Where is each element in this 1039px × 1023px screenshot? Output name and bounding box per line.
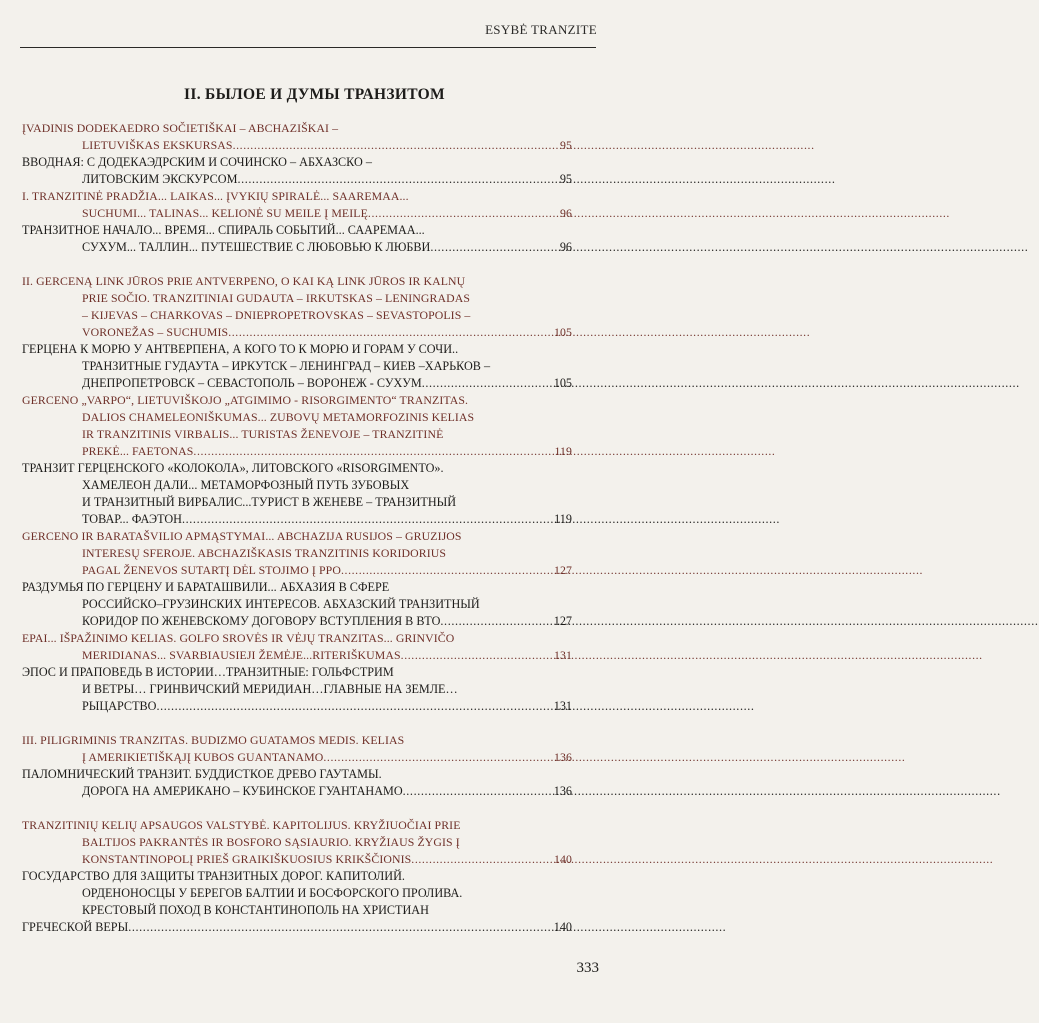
section-title: II. БЫЛОЕ И ДУМЫ ТРАНЗИТОМ — [184, 86, 445, 103]
toc-entry — [22, 154, 572, 188]
toc-entry-line: КОРИДОР ПО ЖЕНЕВСКОМУ ДОГОВОРУ ВСТУПЛЕНИЯ В ВТО — [82, 614, 441, 628]
toc-entry-line: MERIDIANAS... SVARBIAUSIEJI ŽEMĖJE...RITERIŠKUMAS — [82, 648, 401, 662]
toc-entry-line: РЫЦАРСТВО — [82, 699, 157, 713]
dot-leader — [401, 647, 552, 664]
toc-page-number: 140 — [553, 920, 572, 934]
toc-entry — [22, 460, 572, 528]
dot-leader — [128, 919, 552, 936]
toc-entry-line: ГОСУДАРСТВО ДЛЯ ЗАЩИТЫ ТРАНЗИТНЫХ ДОРОГ. КАПИТОЛИЙ. — [22, 869, 405, 883]
toc-entry-line: ДНЕПРОПЕТРОВСК – СЕВАСТОПОЛЬ – ВОРОНЕЖ - СУХУМ — [82, 376, 422, 390]
toc-page-number: 131 — [553, 699, 572, 713]
toc-entry-line: – KIJEVAS – CHARKOVAS – DNIEPROPETROVSKAS – SEVASTOPOLIS – — [82, 308, 471, 322]
toc-entry-line: ЭПОС И ПРАПОВЕДЬ В ИСТОРИИ…ТРАНЗИТНЫЕ: ГОЛЬФСТРИМ — [22, 665, 394, 679]
toc-entry — [22, 766, 572, 800]
toc-entry — [22, 579, 572, 630]
toc-entry-line: SUCHUMI... TALINAS... KELIONĖ SU MEILE Į MEILĘ — [82, 206, 368, 220]
running-head: ESYBĖ TRANZITE — [485, 22, 597, 37]
toc-entry-line: DALIOS CHAMELEONIŠKUMAS... ZUBOVŲ METAMORFOZINIS KELIAS — [82, 410, 475, 424]
dot-leader — [182, 511, 552, 528]
toc-entry-line: ГЕРЦЕНА К МОРЮ У АНТВЕРПЕНА, А КОГО ТО К МОРЮ И ГОРАМ У СОЧИ.. — [22, 342, 459, 356]
dot-leader — [228, 324, 552, 341]
toc-entry-line: EPAI... IŠPAŽINIMO KELIAS. GOLFO SROVĖS IR VĖJŲ TRANZITAS... GRINVIČO — [22, 631, 455, 645]
toc-entry-line: PREKĖ... FAETONAS — [82, 444, 194, 458]
toc-entry-line: PRIE SOČIO. TRANZITINIAI GUDAUTA – IRKUTSKAS – LENINGRADAS — [82, 291, 471, 305]
toc-page-number: 119 — [554, 444, 572, 458]
dot-leader — [440, 613, 551, 630]
dot-leader — [156, 698, 551, 715]
toc-page-number: 136 — [554, 750, 572, 764]
toc-entry — [22, 528, 572, 579]
page-number: 333 — [576, 960, 599, 976]
toc-entry-line: II. GERCENĄ LINK JŪROS PRIE ANTVERPENO, O KAI KĄ LINK JŪROS IR KALNŲ — [22, 274, 466, 288]
toc-entry-line: I. TRANZITINĖ PRADŽIA... LAIKAS... ĮVYKIŲ SPIRALĖ... SAAREMAA... — [22, 189, 409, 203]
toc-page-number: 95 — [559, 172, 572, 186]
toc-entry — [22, 817, 572, 868]
toc-entry — [22, 188, 572, 222]
toc-entry-line: ГРЕЧЕСКОЙ ВЕРЫ — [22, 920, 129, 934]
dot-leader — [403, 783, 552, 800]
dot-leader — [323, 749, 552, 766]
toc-entry-line: ПАЛОМНИЧЕСКИЙ ТРАНЗИТ. БУДДИСТКОЕ ДРЕВО ГАУТАМЫ. — [22, 767, 382, 781]
dot-leader — [237, 171, 557, 188]
toc-entry — [22, 120, 572, 154]
toc-entry — [22, 630, 572, 664]
toc-entry-line: РОССИЙСКО–ГРУЗИНСКИХ ИНТЕРЕСОВ. АБХАЗСКИЙ ТРАНЗИТНЫЙ — [82, 597, 480, 611]
toc-entry-line: GERCENO IR BARATAŠVILIO APMĄSTYMAI... ABCHAZIJA RUSIJOS – GRUZIJOS — [22, 529, 462, 543]
toc-entry-line: IR TRANZITINIS VIRBALIS... TURISTAS ŽENEVOJE – TRANZITINĖ — [82, 427, 444, 441]
toc-entry-line: III. PILIGRIMINIS TRANZITAS. BUDIZMO GUATAMOS MEDIS. KELIAS — [22, 733, 405, 747]
toc-entry-line: ĮVADINIS DODEKAEDRO SOČIETIŠKAI – ABCHAZIŠKAI – — [22, 121, 339, 135]
toc-page-number: 96 — [559, 240, 572, 254]
toc-page-number: 127 — [554, 563, 572, 577]
toc-entry-line: ДОРОГА НА АМЕРИКАНО – КУБИНСКОЕ ГУАНТАНАМО — [82, 784, 403, 798]
dot-leader — [341, 562, 552, 579]
dot-leader — [430, 239, 557, 256]
toc-entry — [22, 664, 572, 715]
table-of-contents — [22, 120, 572, 936]
toc-page-number: 105 — [553, 376, 572, 390]
toc-entry-line: KONSTANTINOPOLĮ PRIEŠ GRAIKIŠKUOSIUS KRIKŠČIONIS — [82, 852, 412, 866]
toc-entry-line: ЛИТОВСКИМ ЭКСКУРСОМ — [82, 172, 238, 186]
toc-page-number: 95 — [560, 138, 572, 152]
toc-entry-line: BALTIJOS PAKRANTĖS IR BOSFORO SĄSIAURIO. KRYŽIAUS ŽYGIS Į — [82, 835, 460, 849]
toc-page-number: 140 — [554, 852, 572, 866]
toc-page-number: 127 — [553, 614, 572, 628]
toc-entry-line: СУХУМ... ТАЛЛИН... ПУТЕШЕСТВИЕ С ЛЮБОВЬЮ К ЛЮБВИ — [82, 240, 431, 254]
header-rule — [20, 47, 596, 48]
toc-entry-line: PAGAL ŽENEVOS SUTARTĮ DĖL STOJIMO Į PPO — [82, 563, 341, 577]
toc-entry-line: ТОВАР... ФАЭТОН — [82, 512, 182, 526]
toc-entry-line: И ТРАНЗИТНЫЙ ВИРБАЛИС...ТУРИСТ В ЖЕНЕВЕ – ТРАНЗИТНЫЙ — [82, 495, 457, 509]
dot-leader — [411, 851, 552, 868]
toc-entry-line: Į AMERIKIETIŠKĄJĮ KUBOS GUANTANAMO — [82, 750, 324, 764]
toc-entry-line: GERCENO „VARPO“, LIETUVIŠKOJO „ATGIMIMO - RISORGIMENTO“ TRANZITAS. — [22, 393, 469, 407]
toc-entry-line: VORONEŽAS – SUCHUMIS — [82, 325, 229, 339]
toc-entry-line: LIETUVIŠKAS EKSKURSAS — [82, 138, 233, 152]
toc-entry-line: ТРАНЗИТНОЕ НАЧАЛО... ВРЕМЯ... СПИРАЛЬ СОБЫТИЙ... СААРЕМАА... — [22, 223, 425, 237]
toc-entry-line: ХАМЕЛЕОН ДАЛИ... МЕТАМОРФОЗНЫЙ ПУТЬ ЗУБОВЫХ — [82, 478, 410, 492]
toc-entry-line: ТРАНЗИТ ГЕРЦЕНСКОГО «КОЛОКОЛА», ЛИТОВСКОГО «RISORGIMENTO». — [22, 461, 444, 475]
toc-entry-line: TRANZITINIŲ KELIŲ APSAUGOS VALSTYBĖ. KAPITOLIJUS. KRYŽIUOČIAI PRIE — [22, 818, 461, 832]
toc-entry-line: ОРДЕНОНОСЦЫ У БЕРЕГОВ БАЛТИИ И БОСФОРСКОГО ПРОЛИВА. — [82, 886, 463, 900]
toc-page-number: 96 — [560, 206, 572, 220]
toc-entry-line: И ВЕТРЫ… ГРИНВИЧСКИЙ МЕРИДИАН…ГЛАВНЫЕ НА ЗЕМЛЕ… — [82, 682, 458, 696]
toc-entry-line: ВВОДНАЯ: С ДОДЕКАЭДРСКИМ И СОЧИНСКО – АБХАЗСКО – — [22, 155, 372, 169]
dot-leader — [233, 137, 558, 154]
toc-entry — [22, 341, 572, 392]
dot-leader — [422, 375, 552, 392]
toc-entry-line: РАЗДУМЬЯ ПО ГЕРЦЕНУ И БАРАТАШВИЛИ... АБХАЗИЯ В СФЕРЕ — [22, 580, 390, 594]
toc-entry-line: ТРАНЗИТНЫЕ ГУДАУТА – ИРКУТСК – ЛЕНИНГРАД – КИЕВ –ХАРЬКОВ – — [82, 359, 491, 373]
toc-page-number: 105 — [554, 325, 572, 339]
toc-entry-line: КРЕСТОВЫЙ ПОХОД В КОНСТАНТИНОПОЛЬ НА ХРИСТИАН — [82, 903, 429, 917]
toc-entry — [22, 732, 572, 766]
toc-entry — [22, 868, 572, 936]
toc-entry — [22, 392, 572, 460]
dot-leader — [193, 443, 552, 460]
toc-entry — [22, 222, 572, 256]
toc-page-number: 136 — [553, 784, 572, 798]
toc-page-number: 119 — [554, 512, 572, 526]
dot-leader — [368, 205, 558, 222]
toc-entry — [22, 273, 572, 341]
toc-page-number: 131 — [554, 648, 572, 662]
toc-entry-line: INTERESŲ SFEROJE. ABCHAZIŠKASIS TRANZITINIS KORIDORIUS — [82, 546, 447, 560]
